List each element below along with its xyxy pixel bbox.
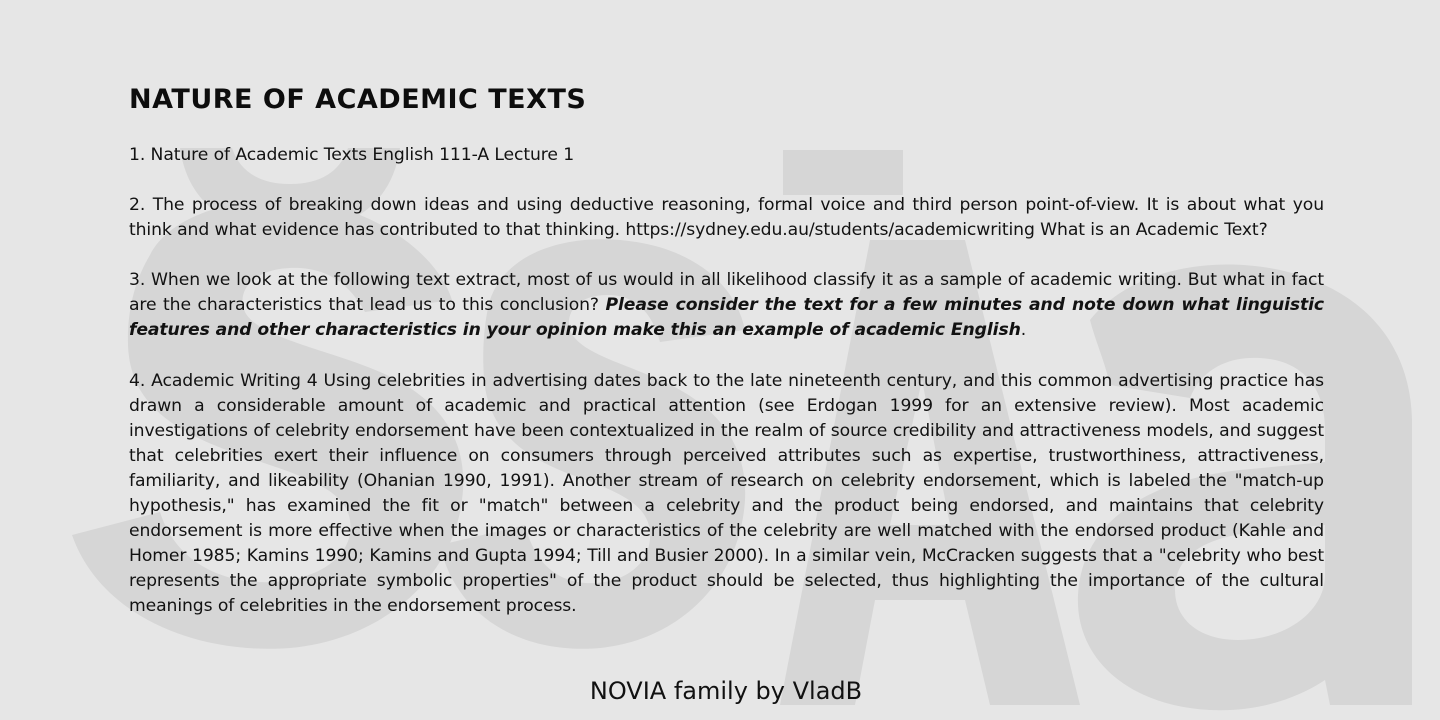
paragraph-4 <box>129 369 1324 620</box>
paragraph-3-emphasis: Please consider the text for a few minutes and note down what linguistic features and other characteristics in your opinion make this an example of academic English <box>129 295 1325 341</box>
paragraph-1-text: 1. Nature of Academic Texts English 111-A Lecture 1 <box>129 145 575 165</box>
paragraph-3-end: . <box>1020 320 1027 341</box>
font-credit: NOVIA family by VladB <box>589 677 863 705</box>
paragraph-2-text: 2. The process of breaking down ideas and using deductive reasoning, formal voice and third person point-of-view. It is about what you think and what evidence has contributed to that thinking. https://sydney.edu.au/students/academicwriting What is an Academic Text? <box>129 195 1324 241</box>
paragraph-3-text: 3. When we look at the following text extract, most of us would in all likelihood classify it as a sample of academic writing. But what in fact are the characteristics that lead us to this conclusion? <box>129 270 1324 316</box>
document-body <box>129 84 1324 645</box>
paragraph-3 <box>129 268 1324 343</box>
page-title: NATURE OF ACADEMIC TEXTS <box>129 84 587 115</box>
paragraph-4-text: 4. Academic Writing 4 Using celebrities in advertising dates back to the late nineteenth century, and this common advertising practice has drawn a considerable amount of academic and practical attention (see Erdogan 1999 for an extensive review). Most academic investigations of celebrity endorsement have been contextualized in the realm of source credibility and attractiveness models, and suggest that celebrities exert their influence on consumers through perceived attributes such as expertise, trustworthiness, attractiveness, familiarity, and likeability (Ohanian 1990, 1991). Another stream of research on celebrity endorsement, which is labeled the "match-up hypothesis," has examined the fit or "match" between a celebrity and the product being endorsed, and maintains that celebrity endorsement is more effective when the images or characteristics of the celebrity are well matched with the endorsed product (Kahle and Homer 1985; Kamins 1990; Kamins and Gupta 1994; Till and Busier 2000). In a similar vein, McCracken suggests that a "celebrity who best represents the appropriate symbolic properties" of the product should be selected, thus highlighting the importance of the cultural meanings of celebrities in the endorsement process. <box>129 370 1324 617</box>
paragraph-2 <box>129 193 1324 243</box>
paragraph-1 <box>129 143 1324 168</box>
